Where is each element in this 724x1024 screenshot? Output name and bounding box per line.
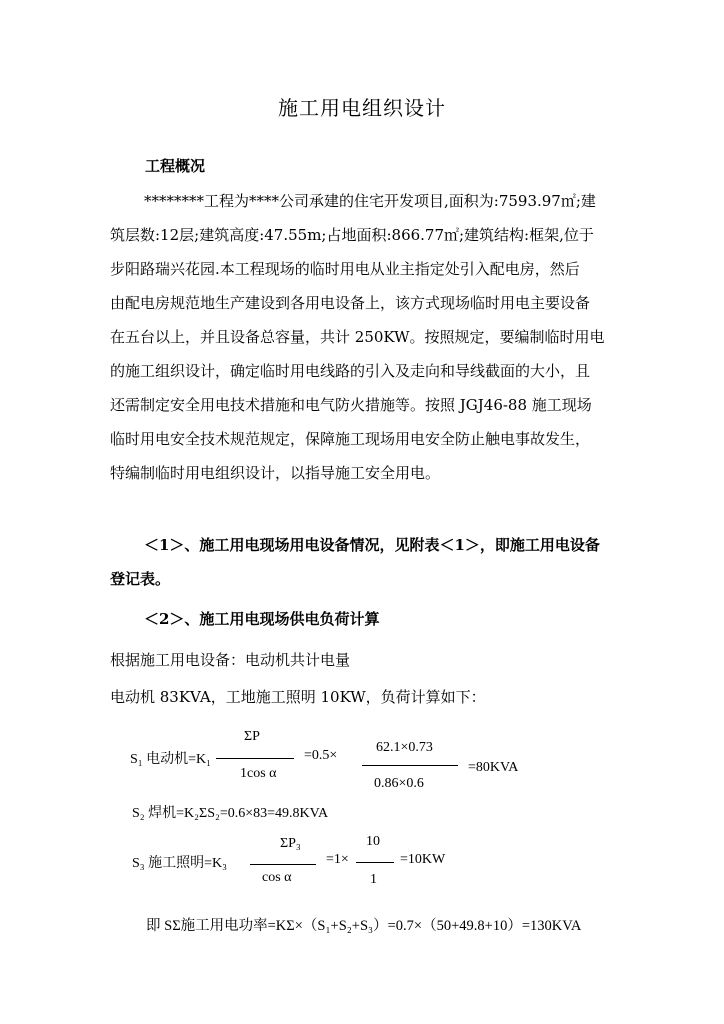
overview-line: 筑层数:12层;建筑高度:47.55m;占地面积:866.77㎡;建筑结构:框架,位于 — [110, 226, 594, 244]
fraction-bar — [216, 758, 294, 759]
formula-s1-lhs: S₁ 电动机=K₁ — [130, 752, 212, 767]
fraction-bar — [362, 765, 458, 766]
overview-line: 在五台以上，并且设备总容量，共计 250KW。按照规定，要编制临时用电 — [110, 328, 605, 346]
overview-line: 临时用电安全技术规范规定，保障施工现场用电安全防止触电事故发生， — [110, 430, 591, 448]
item1-paragraph — [110, 528, 650, 596]
overview-line: 由配电房规范地生产建设到各用电设备上，该方式现场临时用电主要设备 — [110, 294, 591, 312]
overview-line: 的施工组织设计，确定临时用电线路的引入及走向和导线截面的大小，且 — [110, 362, 591, 380]
basis-line: 根据施工用电设备：电动机共计电量 — [110, 651, 351, 669]
formula-s1-factor: =0.5× — [304, 748, 338, 763]
formula-s1-numerator: ΣP — [244, 729, 260, 744]
formula-s3-numerator: ΣP₃ — [280, 836, 301, 851]
formula-s3-result: =10KW — [400, 852, 446, 867]
overview-line: 步阳路瑞兴花园.本工程现场的临时用电从业主指定处引入配电房，然后 — [110, 260, 580, 278]
formula-s3-numerator2: 10 — [366, 834, 380, 849]
formula-s1-result: =80KVA — [468, 760, 519, 775]
overview-line: 特编制临时用电组织设计，以指导施工安全用电。 — [110, 464, 441, 482]
formula-s2: S₂ 焊机=K₂ΣS₂=0.6×83=49.8KVA — [132, 806, 329, 821]
item1-line: 登记表。 — [110, 570, 171, 588]
overview-line: ********工程为****公司承建的住宅开发项目,面积为:7593.97㎡;建 — [144, 192, 596, 210]
formula-s3-denominator: cos α — [262, 870, 292, 885]
fraction-bar — [356, 862, 394, 863]
formula-s3-lhs: S₃ 施工照明=K₃ — [132, 856, 228, 871]
formula-s3-factor: =1× — [326, 852, 349, 867]
overview-paragraph — [110, 184, 650, 490]
formula-s1-numerator2: 62.1×0.73 — [376, 740, 433, 755]
document-title: 施工用电组织设计 — [278, 96, 446, 120]
section-heading-overview: 工程概况 — [145, 157, 206, 175]
motor-line: 电动机 83KVA，工地施工照明 10KW，负荷计算如下： — [110, 688, 486, 706]
overview-line: 还需制定安全用电技术措施和电气防火措施等。按照 JGJ46-88 施工现场 — [110, 396, 592, 414]
formula-s1-denominator2: 0.86×0.6 — [374, 776, 424, 791]
formula-s3-denominator2: 1 — [370, 872, 377, 887]
formula-s1-denominator: 1cos α — [240, 766, 277, 781]
item2-heading: ＜2＞、施工用电现场供电负荷计算 — [144, 610, 380, 628]
item1-line: ＜1＞、施工用电现场用电设备情况，见附表＜1＞，即施工用电设备 — [144, 536, 600, 554]
fraction-bar — [250, 864, 316, 865]
formula-total: 即 SΣ施工用电功率=KΣ×（S₁+S₂+S₃）=0.7×（50+49.8+10）=130KVA — [146, 918, 582, 934]
